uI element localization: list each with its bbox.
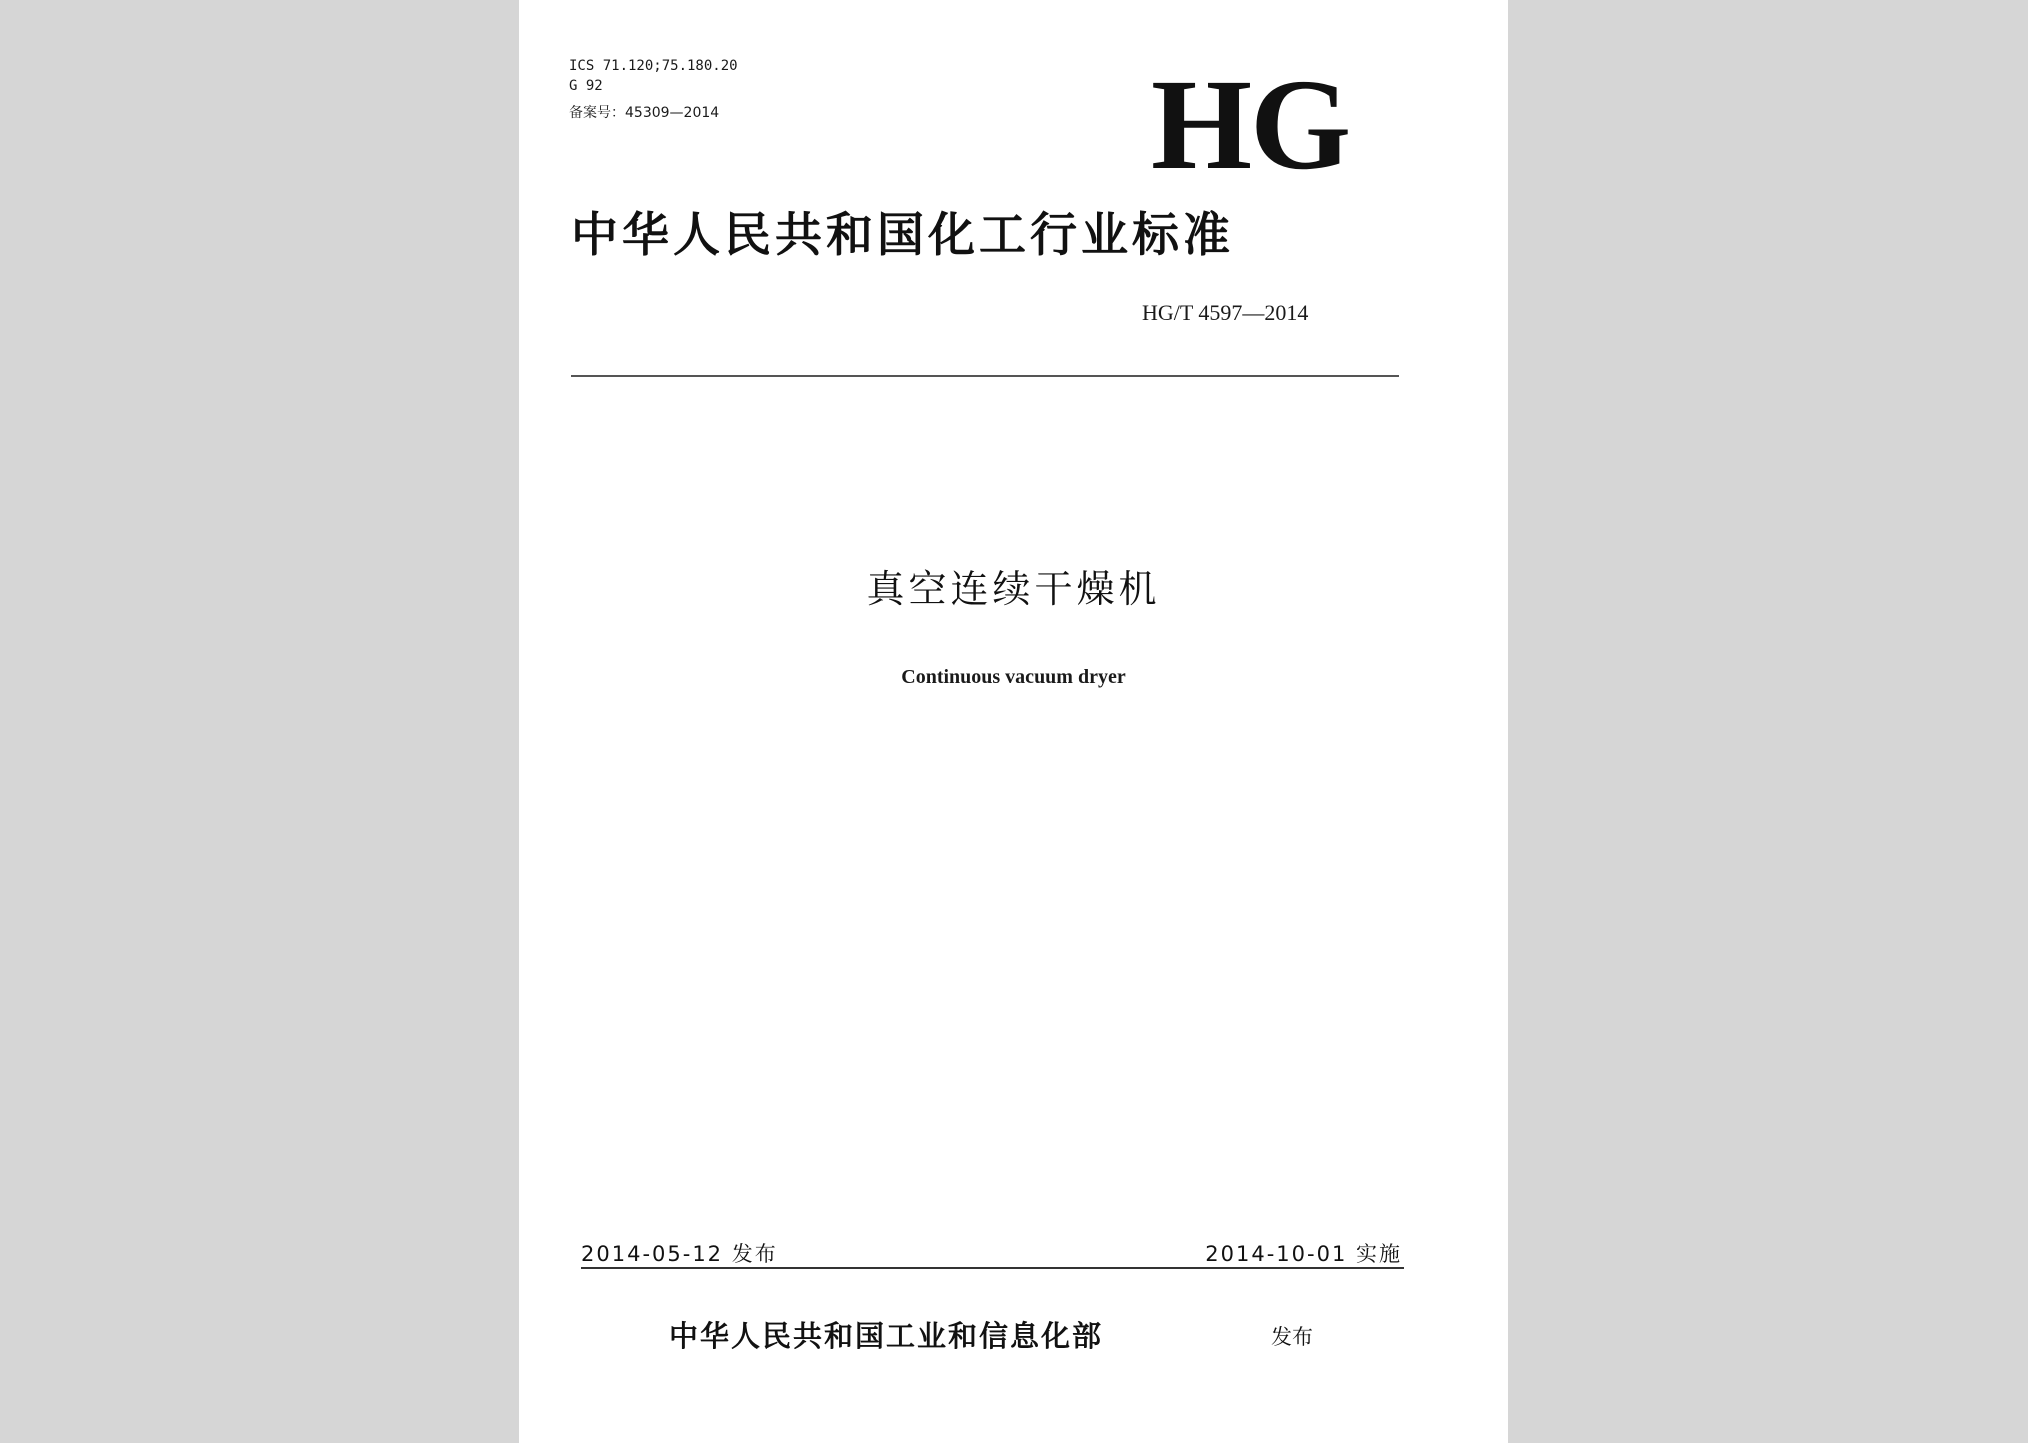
header-divider [571, 375, 1399, 377]
ics-code: ICS 71.120;75.180.20 [569, 58, 738, 74]
hg-logo: HG [1151, 53, 1350, 197]
standard-title: 中华人民共和国化工行业标准 [571, 208, 1234, 263]
document-title-english: Continuous vacuum dryer [901, 666, 1126, 688]
publisher-suffix: 发布 [1271, 1325, 1313, 1349]
publisher-name: 中华人民共和国工业和信息化部 [669, 1319, 1104, 1353]
document-page [519, 0, 1508, 1443]
footer-divider [581, 1267, 1404, 1269]
standard-number: HG/T 4597—2014 [1142, 300, 1309, 325]
record-number: 备案号：45309—2014 [569, 105, 720, 121]
issue-date: 2014-05-12 发布 [581, 1242, 778, 1266]
classification-code: G 92 [569, 78, 603, 94]
implementation-date: 2014-10-01 实施 [1205, 1242, 1402, 1266]
document-title-chinese: 真空连续干燥机 [866, 567, 1161, 611]
